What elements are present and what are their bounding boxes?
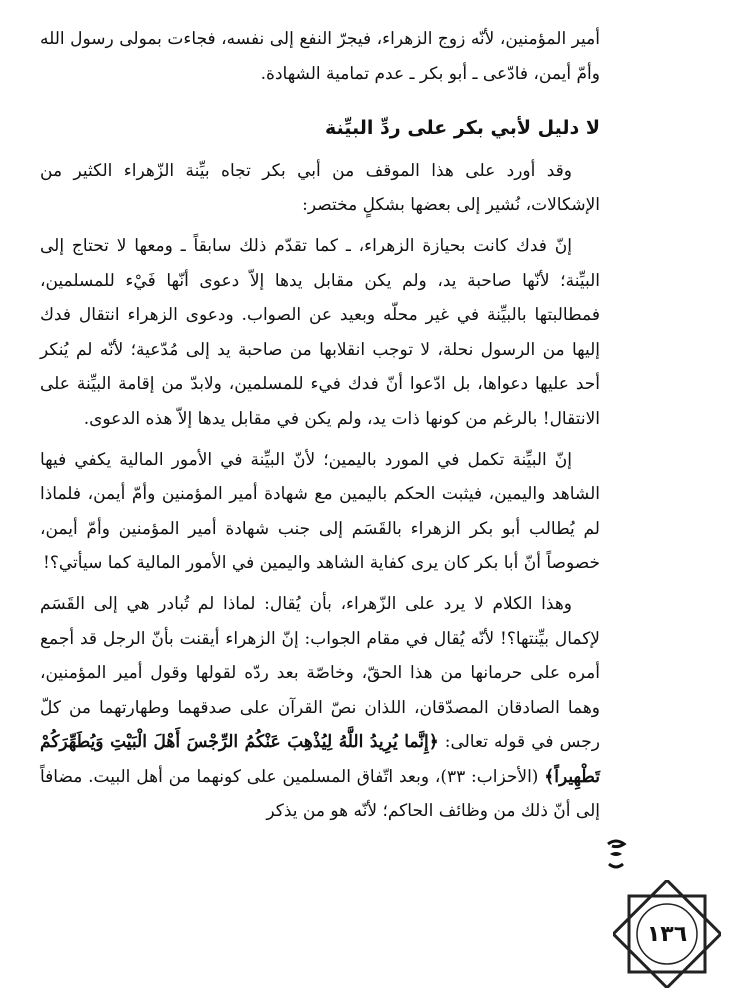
page-number: ١٣٦ (646, 921, 688, 947)
paragraph-point-3 (40, 587, 600, 829)
page-text-block (40, 22, 600, 829)
paragraph-point-3-end: (الأحزاب: ٣٣)، وبعد اتّفاق المسلمين على كونهما من أهل البيت. مضافاً إلى أنّ ذلك من وظائف الحاكم؛ لأنّه هو من يذكر (40, 766, 600, 822)
quran-verse: ﴿إِنَّما يُرِيدُ اللَّهُ لِيُذْهِبَ عَنْكُمُ الرِّجْسَ أَهْلَ الْبَيْتِ وَيُطَهِّرَكُمْ تَطْهِيراً﴾ (40, 732, 600, 787)
section-heading: لا دليل لأبي بكر على ردِّ البيِّنة (324, 117, 600, 140)
paragraph-intro: وقد أورد على هذا الموقف من أبي بكر تجاه بيِّنة الزّهراء الكثير من الإشكالات، نُشير إلى بعضها بشكلٍ مختصر: (40, 160, 600, 216)
paragraph-point-3-text: وهذا الكلام لا يرد على الزّهراء، بأن يُقال: لماذا لم تُبادر هي إلى القَسَم لإكمال بيِّنتها؟! لأنّه يُقال في مقام الجواب: إنّ الزهراء أيقنت بأنّ الرجل قد أجمع أمره على حرمانها من هذا الحقّ، وخاصّة بعد ردّه لقولها وقول أمير المؤمنين، وهما الصادقان المصدّقان، اللذان نصّ القرآن على صدقهما وطهارتهما من كلّ رجس في قوله تعالى: (40, 593, 600, 753)
paragraph-point-1: إنّ فدك كانت بحيازة الزهراء، ـ كما تقدّم ذلك سابقاً ـ ومعها لا تحتاج إلى البيِّنة؛ لأنّها صاحبة يد، ولم يكن مقابل يدها إلاّ دعوى أنّها فَيْء للمسلمين، فمطالبتها بالبيِّنة في غير محلّه وبعيد عن الصواب. ودعوى الزهراء انتقال فدك إليها من الرسول نحلة، لا توجب انقلابها من صاحبة يد إلى مُدّعية؛ لأنّه لم يُنكر أحد عليها دعواها، بل ادّعوا أنّ فدك فيء للمسلمين، ولابدّ من إقامة البيِّنة على الانتقال! بالرغم من كونها ذات يد، ولم يكن في مقابل يدها إلاّ هذه الدعوى. (40, 235, 600, 429)
paragraph-point-2: إنّ البيِّنة تكمل في المورد باليمين؛ لأنّ البيِّنة في الأمور المالية يكفي فيها الشاهد واليمين، فيثبت الحكم باليمين مع شهادة أمير المؤمنين وأمّ أيمن، فلماذا لم يُطالب أبو بكر الزهراء بالقَسَم إلى جنب شهادة أمير المؤمنين وأمّ أيمن، خصوصاً أنّ أبا بكر كان يرى كفاية الشاهد واليمين في الأمور المالية كما سيأتي؟! (40, 449, 600, 574)
paragraph-continuation: أمير المؤمنين، لأنّه زوج الزهراء، فيجرّ النفع إلى نفسه، فجاءت بمولى رسول الله وأمّ أيمن، فادّعى ـ أبو بكر ـ عدم تمامية الشهادة. (40, 29, 600, 84)
side-chapter-mark (604, 836, 628, 872)
side-mark-glyph (604, 836, 628, 872)
page-number-badge (613, 880, 721, 988)
